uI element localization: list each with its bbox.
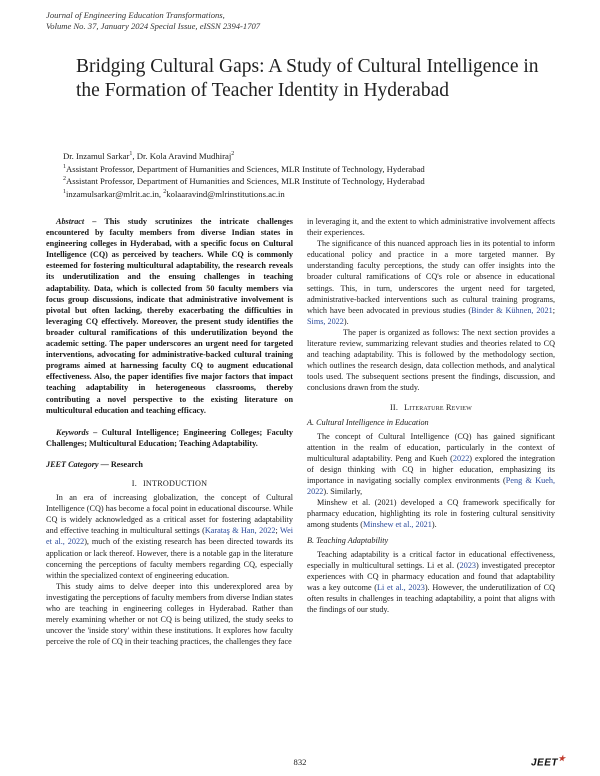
citation-link[interactable]: Peng & Kueh, 2022 (307, 476, 555, 497)
abstract-label: Abstract (56, 217, 85, 226)
logo-text: JEET (531, 757, 559, 769)
author-emails (63, 188, 563, 201)
affiliation-1 (63, 163, 563, 176)
keywords-label: Keywords (56, 427, 89, 437)
journal-name: Journal of Engineering Education Transformations, (46, 10, 225, 20)
author-block (63, 150, 563, 201)
citation-link[interactable]: Wei et al., 2022 (46, 526, 293, 547)
jeet-logo (531, 754, 566, 768)
author-names (63, 150, 563, 163)
sig-text: The significance of this nuanced approach lies in its potential to inform educational policy and practice in a more targeted manner. By understanding faculty perceptions, the study can offer insights into the broader cultural ramifications of CQ's role or absence in educational settings. This, in turn, underscores the urgent need for targeted, administrative-backed interventions such as cultural training programs, which have been advocated in previous studies ( (307, 239, 555, 315)
affiliation-2 (63, 175, 563, 188)
jeet-category (46, 459, 293, 470)
intro-p1-sep: ; (275, 526, 281, 536)
journal-header (46, 10, 260, 32)
pa2-end: ). (431, 520, 437, 530)
citation-link[interactable]: 2022 (452, 453, 470, 463)
citation-link[interactable]: Karataş & Han, 2022 (204, 526, 276, 536)
category-label: JEET Category (46, 459, 99, 469)
email-2[interactable]: kolaaravind@mlrinstitutions.ac.in (166, 189, 285, 200)
organization-paragraph: The paper is organized as follows: The next section provides a literature review, summarizing relevant studies and theories related to CQ and teaching adaptability. This is followed by the methodology section, which outlines the research design, data collection methods, and analytical tools used. The subsequent sections present the findings, discussion, and conclusions drawn from the study. (307, 327, 555, 393)
left-column (46, 216, 293, 647)
aff-2-text: Assistant Professor, Department of Humanities and Sciences, MLR Institute of Technology, Hyderabad (66, 176, 425, 187)
intro-p1-end: ), much of the existing research has been directed towards its application or lack thereof. However, there is a notable gap in the literature concerning the perceptions of faculty members regarding CQ, especially within the specialized context of engineering education. (46, 537, 294, 580)
pb1-end: ). However, the underutilization of CQ often results in challenges in teaching adaptability, a point that aligns with the findings of our study. (307, 582, 556, 615)
intro-paragraph-1 (46, 492, 293, 581)
subsection-b-heading: B. Teaching Adaptability (307, 535, 389, 545)
pb1-mid: ) investigated preceptor experiences with CQ in pharmacy education and found that adaptability was a key outcome ( (307, 560, 555, 592)
author-2: , Dr. Kola Aravind Mudhiraj (132, 151, 232, 161)
aff-1-text: Assistant Professor, Department of Humanities and Sciences, MLR Institute of Technology, Hyderabad (66, 163, 425, 174)
aff-1-sup: 1 (63, 163, 66, 170)
citation-link[interactable]: Binder & Kühnen, 2021 (471, 305, 553, 315)
section-heading-intro (46, 478, 293, 489)
author-2-sup: 2 (231, 151, 235, 158)
citation-link[interactable]: Li et al., 2023 (377, 582, 425, 592)
author-1: Dr. Inzamul Sarkar (63, 151, 130, 161)
pa1-text: The concept of Cultural Intelligence (CQ) has gained significant attention in the realm of education, particularly in the context of multicultural adaptability. Peng and Kueh ( (307, 431, 555, 463)
lit-heading: Literature Review (404, 402, 472, 412)
keywords (46, 427, 293, 449)
sig-end: ). (343, 316, 349, 326)
pa2-text: Minshew et al. (2021) developed a CQ framework specifically for pharmacy education, highlighting its role in fostering cultural sensitivity among students ( (307, 498, 555, 530)
subsection-b-paragraph-1 (307, 549, 555, 616)
email-2-sup: 2 (163, 189, 167, 196)
significance-paragraph (307, 238, 555, 327)
intro-heading: INTRODUCTION (142, 478, 208, 488)
aff-2-sup: 2 (63, 176, 66, 183)
abstract (46, 216, 293, 416)
pa1-end: ). Similarly, (323, 487, 363, 497)
section-heading-literature (307, 402, 555, 413)
intro-paragraph-2: This study aims to delve deeper into this underexplored area by investigating the perceptions of faculty members from diverse Indian states who are teaching in engineering colleges in Hyderabad. Rather than merely examining whether or not CQ is being utilized, the study seeks to uncover the 'inside story' within these institutions. It explores how faculty perceive the role of CQ in their teaching practices, the challenges they face (46, 581, 293, 647)
right-column (307, 216, 555, 615)
subsection-a-paragraph-1 (307, 431, 555, 498)
intro-paragraph-continued: in leveraging it, and the extent to which administrative involvement affects their experiences. (307, 217, 555, 238)
category-value: — Research (98, 459, 143, 469)
citation-link[interactable]: 2023 (459, 560, 476, 570)
pb1-text: Teaching adaptability is a critical factor in educational effectiveness, especially in multicultural settings. Li et al. ( (307, 549, 555, 570)
pa1-mid: ) explored the integration of design thinking with CQ in higher education, emphasizing its importance in navigating socially complex environments ( (307, 453, 555, 486)
citation-link[interactable]: Minshew et al., 2021 (362, 520, 432, 530)
intro-roman: I. (131, 478, 137, 488)
citation-link[interactable]: Sims, 2022 (307, 316, 344, 326)
subsection-a-heading: A. Cultural Intelligence in Education (307, 417, 429, 427)
lit-roman: II. (389, 402, 399, 412)
abstract-text: – This study scrutinizes the intricate challenges encountered by faculty members from diverse Indian states in engineering colleges in Hyderabad, with a specific focus on Cultural Intelligence (CQ) as perceived by teachers. While CQ is commonly esteemed for fostering multicultural adaptability, the research reveals its underutilization and the ensuing challenges in teaching adaptability. Data, which is collected from 50 faculty members via focus group discussions, indicate that administrative involvement is pivotal but often lacking, thereby exacerbating the difficulties in leveraging CQ effectively. Moreover, the present study identifies the broader cultural ramifications of this underutilization beyond the academic setting. The paper underscores an urgent need for targeted interventions, advocating for administrative-backed cultural training programs aimed at harnessing faculty CQ to augment educational effectiveness. Also, the paper identifies five major factors that impact teaching adaptability in heterogeneous classrooms, thereby contributing a novel perspective to the existing literature on multicultural education and teaching efficacy. (46, 217, 293, 415)
email-1[interactable]: inzamulsarkar@mlrit.ac.in, (66, 189, 164, 200)
email-1-sup: 1 (63, 189, 66, 196)
star-icon: ★ (558, 754, 566, 763)
author-1-sup: 1 (129, 151, 133, 158)
page-number: 832 (293, 757, 307, 767)
journal-issue: Volume No. 37, January 2024 Special Issue, eISSN 2394-1707 (46, 21, 261, 31)
keywords-text: – Cultural Intelligence; Engineering Colleges; Faculty Challenges; Multicultural Education; Teaching Adaptability. (46, 427, 293, 448)
subsection-a-paragraph-2 (307, 497, 555, 530)
sig-sep: ; (552, 305, 555, 315)
paper-title: Bridging Cultural Gaps: A Study of Cultural Intelligence in the Formation of Teacher Identity in Hyderabad (76, 56, 539, 101)
intro-p1-text: In an era of increasing globalization, the concept of Cultural Intelligence (CQ) has become a focal point in educational discourse. While CQ is widely acknowledged as a critical asset for fostering adaptability and effective teaching in multicultural settings ( (46, 493, 293, 536)
